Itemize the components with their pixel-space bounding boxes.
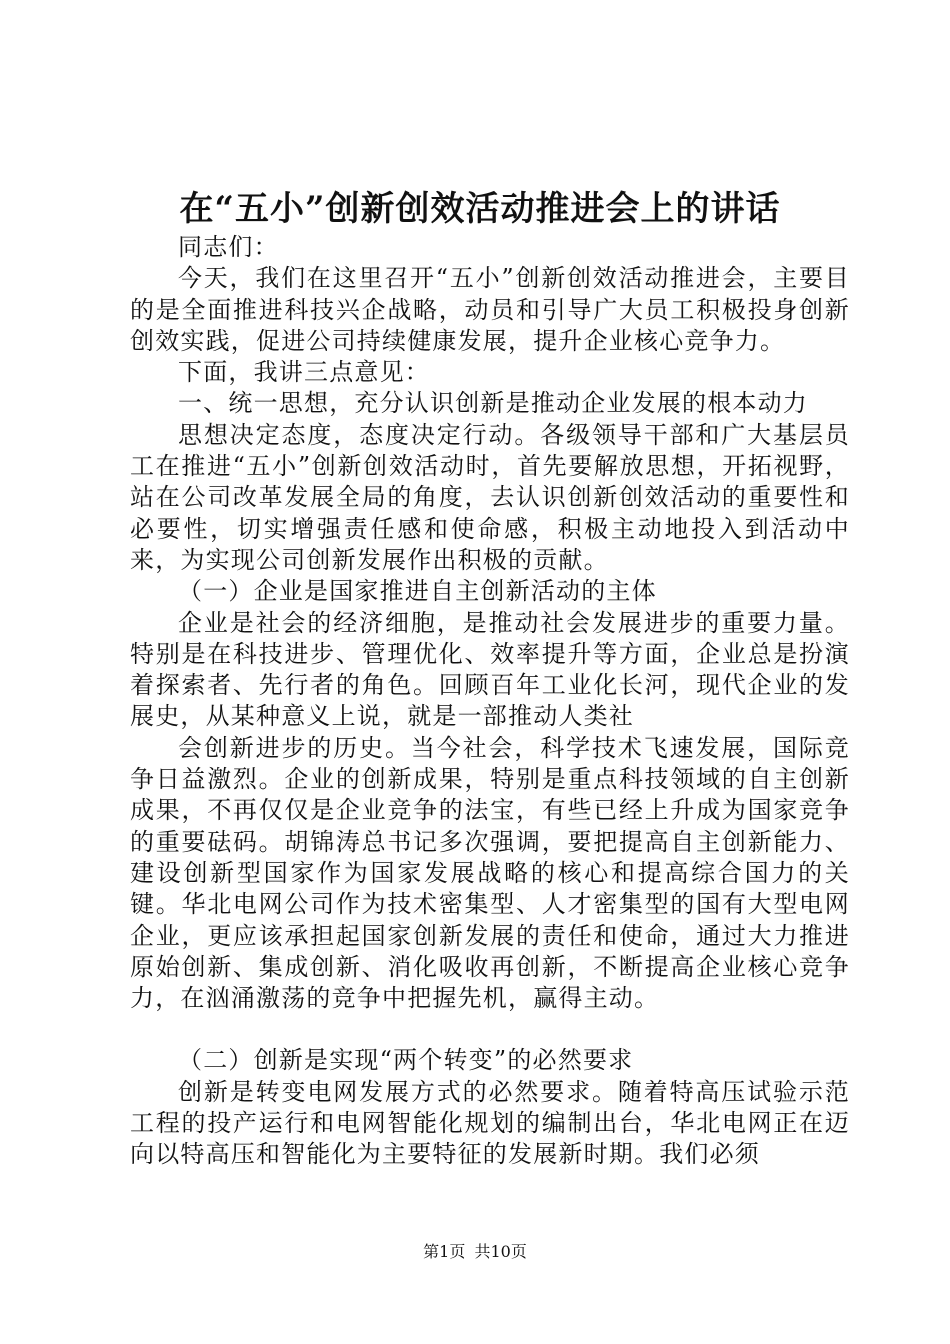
page-number: 第1页 [423,1242,466,1261]
document-title: 在“五小”创新创效活动推进会上的讲话 [179,189,781,229]
paragraph: 今天，我们在这里召开“五小”创新创效活动推进会，主要目的是全面推进科技兴企战略，动员和引导广大员工积极投身创新创效实践，促进公司持续健康发展，提升企业核心竞争力。 [130,264,850,355]
salutation: 同志们： [178,233,279,261]
subsection-heading: （一）企业是国家推进自主创新活动的主体 [178,577,657,606]
paragraph: 创新是转变电网发展方式的必然要求。随着特高压试验示范工程的投产运行和电网智能化规划的编制出台，华北电网正在迈向以特高压和智能化为主要特征的发展新时期。我们必须 [130,1077,850,1169]
paragraph: 思想决定态度，态度决定行动。各级领导干部和广大基层员工在推进“五小”创新创效活动时，首先要解放思想，开拓视野，站在公司改革发展全局的角度，去认识创新创效活动的重要性和必要性，切实增强责任感和使命感，积极主动地投入到活动中来，为实现公司创新发展作出积极的贡献。 [130,420,850,574]
document-body [130,232,850,1171]
subsection-heading: （二）创新是实现“两个转变”的必然要求 [178,1046,634,1075]
section-heading: 一、统一思想，充分认识创新是推动企业发展的根本动力 [178,389,808,418]
paragraph: 会创新进步的历史。当今社会，科学技术飞速发展，国际竞争日益激烈。企业的创新成果，特别是重点科技领域的自主创新成果，不再仅仅是企业竞争的法宝，有些已经上升成为国家竞争的重要砝码。胡锦涛总书记多次强调，要把提高自主创新能力、建设创新型国家作为国家发展战略的核心和提高综合国力的关键。华北电网公司作为技术密集型、人才密集型的国有大型电网企业，更应该承担起国家创新发展的责任和使命，通过大力推进原始创新、集成创新、消化吸收再创新，不断提高企业核心竞争力，在汹涌激荡的竞争中把握先机，赢得主动。 [130,733,850,1013]
paragraph: 企业是社会的经济细胞，是推动社会发展进步的重要力量。特别是在科技进步、管理优化、效率提升等方面，企业总是扮演着探索者、先行者的角色。回顾百年工业化长河，现代企业的发展史，从某种意义上说，就是一部推动人类社 [130,608,850,731]
page-footer [0,1241,950,1263]
paragraph: 下面，我讲三点意见： [178,358,430,387]
page-total: 共10页 [474,1242,527,1261]
